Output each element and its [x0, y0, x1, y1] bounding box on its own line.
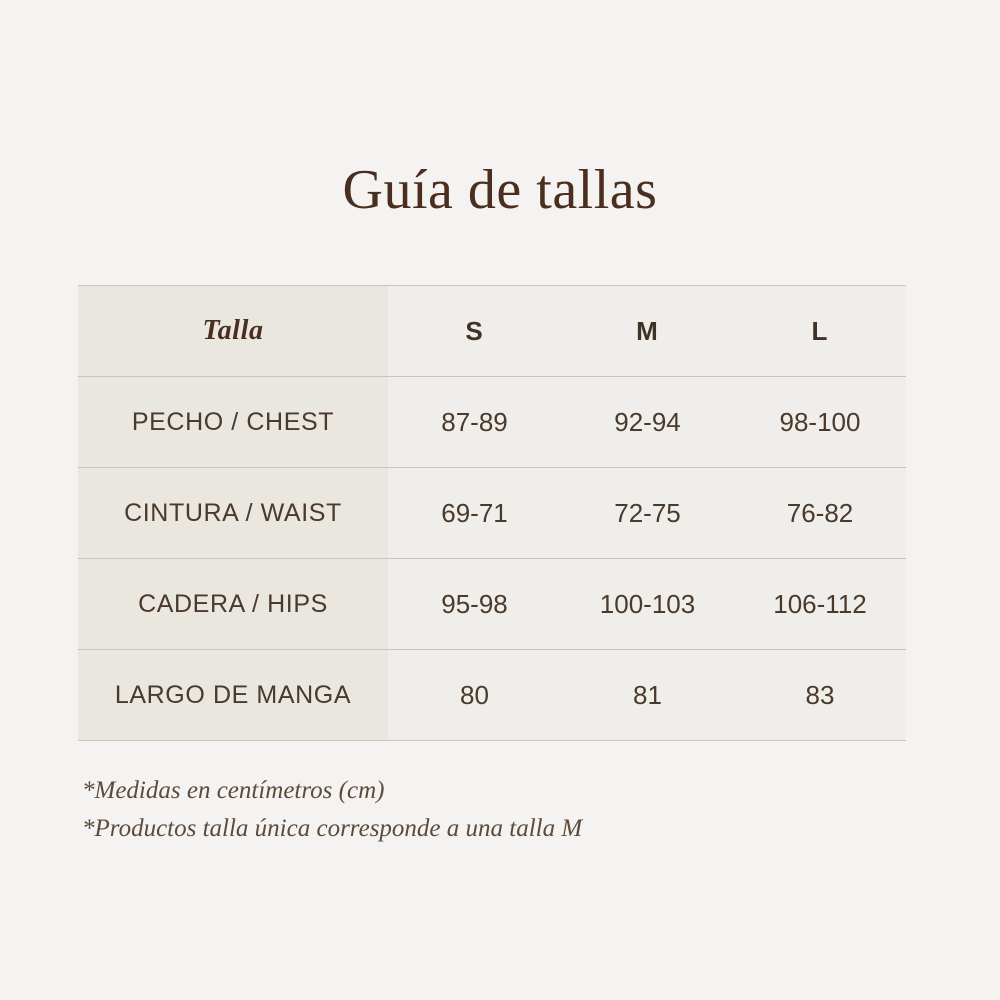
cell-chest-m: 92-94 — [561, 377, 734, 468]
table-row — [78, 377, 906, 468]
column-header-size-s: S — [388, 286, 561, 377]
cell-chest-s: 87-89 — [388, 377, 561, 468]
cell-sleeve-m: 81 — [561, 650, 734, 741]
footnotes — [82, 772, 582, 847]
column-header-size-m: M — [561, 286, 734, 377]
table-header-row — [78, 286, 906, 377]
column-header-size-l: L — [734, 286, 906, 377]
table-row — [78, 559, 906, 650]
row-label-chest: PECHO / CHEST — [78, 377, 388, 468]
column-header-talla: Talla — [78, 286, 388, 377]
size-table — [78, 285, 906, 741]
cell-sleeve-l: 83 — [734, 650, 906, 741]
footnote-one-size: *Productos talla única corresponde a una talla M — [82, 814, 583, 842]
cell-sleeve-s: 80 — [388, 650, 561, 741]
footnote-units: *Medidas en centímetros (cm) — [82, 777, 385, 804]
cell-waist-s: 69-71 — [388, 468, 561, 559]
table-row — [78, 650, 906, 741]
row-label-hips: CADERA / HIPS — [78, 559, 388, 650]
cell-hips-s: 95-98 — [388, 559, 561, 650]
cell-chest-l: 98-100 — [734, 377, 906, 468]
row-label-sleeve-length: LARGO DE MANGA — [78, 650, 388, 741]
cell-hips-m: 100-103 — [561, 559, 734, 650]
cell-hips-l: 106-112 — [734, 559, 906, 650]
row-label-waist: CINTURA / WAIST — [78, 468, 388, 559]
table-row — [78, 468, 906, 559]
cell-waist-l: 76-82 — [734, 468, 906, 559]
size-table-container — [78, 285, 906, 741]
page-title: Guía de tallas — [342, 159, 658, 221]
cell-waist-m: 72-75 — [561, 468, 734, 559]
